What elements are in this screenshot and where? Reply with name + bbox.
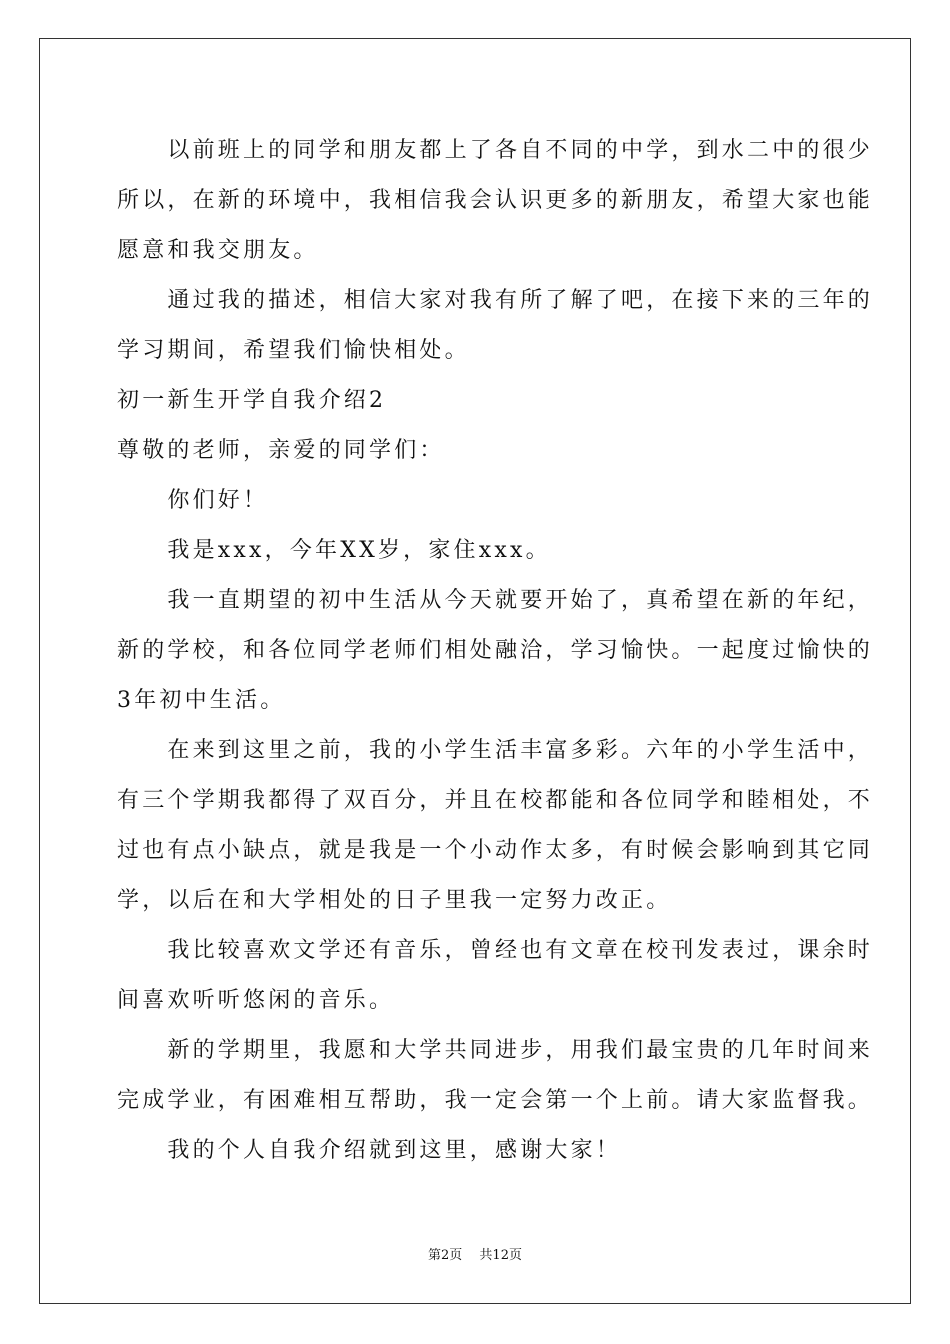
salutation: 尊敬的老师，亲爱的同学们：: [117, 438, 445, 463]
body-text-line: 新的学校，和各位同学老师们相处融洽，学习愉快。一起度过愉快的: [117, 638, 874, 663]
body-text-line: 愿意和我交朋友。: [117, 238, 319, 263]
body-text-line: 有三个学期我都得了双百分，并且在校都能和各位同学和睦相处，不: [117, 788, 874, 813]
body-text-line: 过也有点小缺点，就是我是一个小动作太多，有时候会影响到其它同: [117, 838, 874, 863]
body-text-line: 学，以后在和大学相处的日子里我一定努力改正。: [117, 888, 672, 913]
body-text-line: 我比较喜欢文学还有音乐，曾经也有文章在校刊发表过，课余时: [117, 938, 874, 963]
body-text-line: 3年初中生活。: [117, 688, 286, 713]
page-number-footer: 第2页 共12页: [428, 1248, 522, 1263]
body-text-line: 新的学期里，我愿和大学共同进步，用我们最宝贵的几年时间来: [117, 1038, 874, 1063]
body-text-line: 我是xxx，今年XX岁，家住xxx。: [117, 538, 551, 563]
body-text-line: 所以，在新的环境中，我相信我会认识更多的新朋友，希望大家也能: [117, 188, 874, 213]
body-text-line: 完成学业，有困难相互帮助，我一定会第一个上前。请大家监督我。: [117, 1088, 874, 1113]
body-text-line: 学习期间，希望我们愉快相处。: [117, 338, 470, 363]
body-text-line: 在来到这里之前，我的小学生活丰富多彩。六年的小学生活中，: [117, 738, 874, 763]
body-text-line: 以前班上的同学和朋友都上了各自不同的中学，到水二中的很少: [117, 138, 874, 163]
section-title: 初一新生开学自我介绍2: [117, 388, 387, 413]
body-text-line: 间喜欢听听悠闲的音乐。: [117, 988, 395, 1013]
body-text-line: 我的个人自我介绍就到这里，感谢大家！: [117, 1138, 622, 1163]
body-text-line: 通过我的描述，相信大家对我有所了解了吧，在接下来的三年的: [117, 288, 874, 313]
body-text-line: 你们好！: [117, 488, 269, 513]
body-text-line: 我一直期望的初中生活从今天就要开始了，真希望在新的年纪，: [117, 588, 874, 613]
